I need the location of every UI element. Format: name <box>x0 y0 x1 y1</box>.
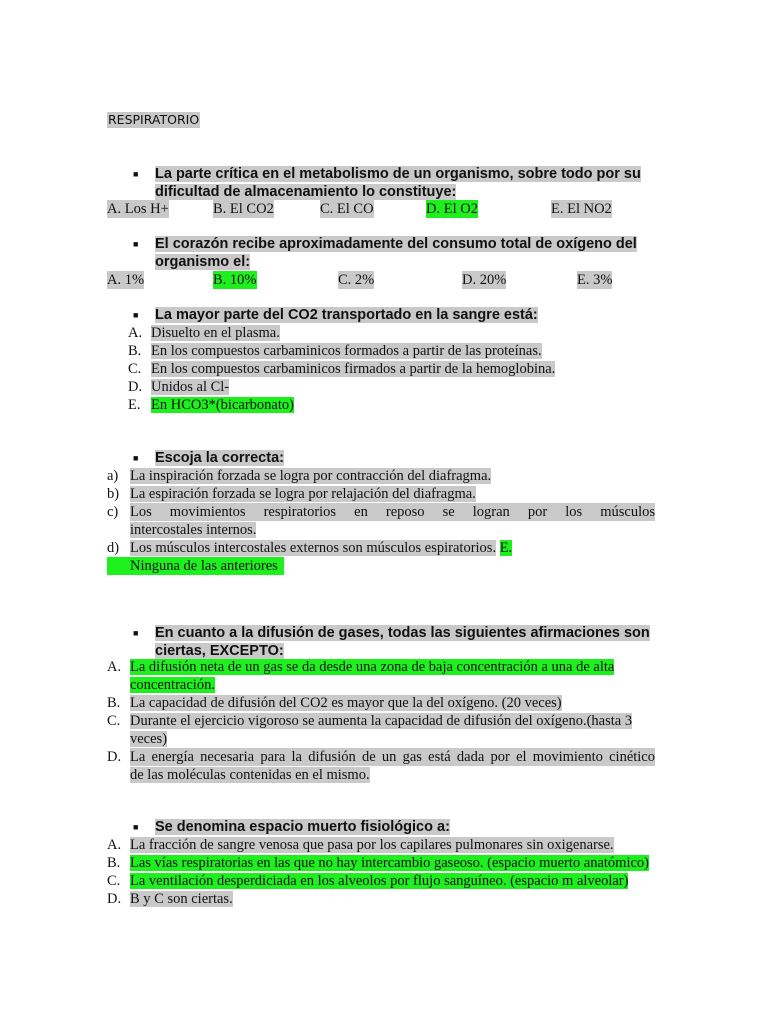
question-text: La mayor parte del CO2 transportado en la sangre está: <box>155 307 538 323</box>
q5-option-b <box>107 694 655 712</box>
q3-option-d <box>128 378 655 396</box>
option-text: En los compuestos carbaminicos firmados a partir de la hemoglobina. <box>151 361 556 377</box>
option-a: A. 1% <box>107 272 145 288</box>
option-label: C. <box>128 361 142 377</box>
bullet-icon: ■ <box>133 628 139 638</box>
option-label: D. <box>107 749 122 765</box>
question-3 <box>133 306 663 324</box>
option-b: B. El CO2 <box>213 201 274 217</box>
question-text: Escoja la correcta: <box>155 450 284 466</box>
question-text: El corazón recibe aproximadamente del consumo total de oxígeno del organismo el: <box>155 236 637 270</box>
option-label: A. <box>107 837 122 853</box>
option-e-label: E. <box>499 540 513 556</box>
option-b-correct: B. 10% <box>213 272 257 288</box>
option-text: La espiración forzada se logra por relajación del diafragma. <box>130 486 476 502</box>
question-6 <box>133 818 663 836</box>
question-5 <box>133 624 663 660</box>
option-label: E. <box>128 397 141 413</box>
option-c: C. El CO <box>320 201 374 217</box>
question-2 <box>133 235 663 271</box>
option-text: Disuelto en el plasma. <box>151 325 280 341</box>
q3-option-a <box>128 324 655 342</box>
option-text-cont: de las moléculas contenidas en el mismo. <box>130 767 370 783</box>
q4-option-a <box>107 467 655 485</box>
bullet-icon: ■ <box>133 453 139 463</box>
question-4 <box>133 449 663 467</box>
option-label: D. <box>128 379 143 395</box>
option-label: B. <box>128 343 142 359</box>
question-text: En cuanto a la difusión de gases, todas las siguientes afirmaciones son ciertas, EXCEPTO: <box>155 625 650 659</box>
question-text: La parte crítica en el metabolismo de un organismo, sobre todo por su dificultad de almacenamiento lo constituye: <box>155 166 641 200</box>
q1-options <box>107 200 667 218</box>
option-e: E. El NO2 <box>551 201 612 217</box>
bullet-icon: ■ <box>133 822 139 832</box>
option-d: D. 20% <box>462 272 507 288</box>
option-text: La capacidad de difusión del CO2 es mayor que la del oxígeno. (20 veces) <box>130 695 562 711</box>
q4-option-b <box>107 485 655 503</box>
option-label: B. <box>107 695 121 711</box>
option-label: b) <box>107 486 120 502</box>
document-title: RESPIRATORIO <box>108 112 200 127</box>
option-label: a) <box>107 468 119 484</box>
option-text: La fracción de sangre venosa que pasa por los capilares pulmonares sin oxigenarse. <box>130 837 614 853</box>
option-label: d) <box>107 540 120 556</box>
option-text: Los movimientos respiratorios en reposo se logran por los músculos <box>130 504 655 520</box>
q6-option-c <box>107 872 672 890</box>
option-text-cont: intercostales internos. <box>130 522 257 538</box>
q5-option-c <box>107 712 655 730</box>
bullet-icon: ■ <box>133 310 139 320</box>
option-label: D. <box>107 891 122 907</box>
option-text: En los compuestos carbaminicos formados a partir de las proteínas. <box>151 343 542 359</box>
option-text: La energía necesaria para la difusión de un gas está dada por el movimiento cinético <box>130 749 655 765</box>
q3-option-c <box>128 360 655 378</box>
q6-option-b <box>107 854 672 872</box>
option-text: Durante el ejercicio vigoroso se aumenta la capacidad de difusión del oxígeno.(hasta 3 <box>130 713 633 729</box>
option-text-cont: concentración. <box>130 677 215 693</box>
option-label: C. <box>107 873 121 889</box>
option-text-correct: La difusión neta de un gas se da desde una zona de baja concentración a una de alta <box>130 659 615 675</box>
q5-option-d <box>107 748 655 766</box>
option-e: E. 3% <box>577 272 613 288</box>
option-text: B y C son ciertas. <box>130 891 233 907</box>
option-c: C. 2% <box>338 272 375 288</box>
q4-option-d <box>107 539 655 557</box>
bullet-icon: ■ <box>133 169 139 179</box>
q5-option-c-cont <box>107 730 655 748</box>
q5-option-a <box>107 658 655 676</box>
option-text-correct: Ninguna de las anteriores <box>130 558 278 574</box>
q4-option-e <box>107 557 655 575</box>
q5-option-d-cont <box>107 766 655 784</box>
question-1 <box>133 165 663 201</box>
question-text: Se denomina espacio muerto fisiológico a: <box>155 819 450 835</box>
option-text-cont: veces) <box>130 731 168 747</box>
option-d-correct: D. El O2 <box>426 201 478 217</box>
option-text-correct: La ventilación desperdiciada en los alveolos por flujo sanguíneo. (espacio m alveolar) <box>130 873 629 889</box>
q3-option-b <box>128 342 655 360</box>
option-text: Unidos al Cl- <box>151 379 230 395</box>
q4-option-c-cont <box>107 521 655 539</box>
option-label: B. <box>107 855 121 871</box>
q6-option-d <box>107 890 672 908</box>
option-a: A. Los H+ <box>107 201 169 217</box>
q6-option-a <box>107 836 672 854</box>
option-text: La inspiración forzada se logra por contracción del diafragma. <box>130 468 492 484</box>
q4-option-c <box>107 503 655 521</box>
option-label: C. <box>107 713 121 729</box>
option-text: Los músculos intercostales externos son músculos espiratorios. <box>130 540 497 556</box>
option-label: c) <box>107 504 119 520</box>
option-text-correct: En HCO3*(bicarbonato) <box>151 397 294 413</box>
bullet-icon: ■ <box>133 239 139 249</box>
q3-option-e <box>128 396 655 414</box>
option-label: A. <box>128 325 143 341</box>
option-text-correct: Las vías respiratorias en las que no hay intercambio gaseoso. (espacio muerto anatómico) <box>130 855 650 871</box>
option-label: A. <box>107 659 122 675</box>
q5-option-a-cont <box>107 676 655 694</box>
q2-options <box>107 271 667 289</box>
